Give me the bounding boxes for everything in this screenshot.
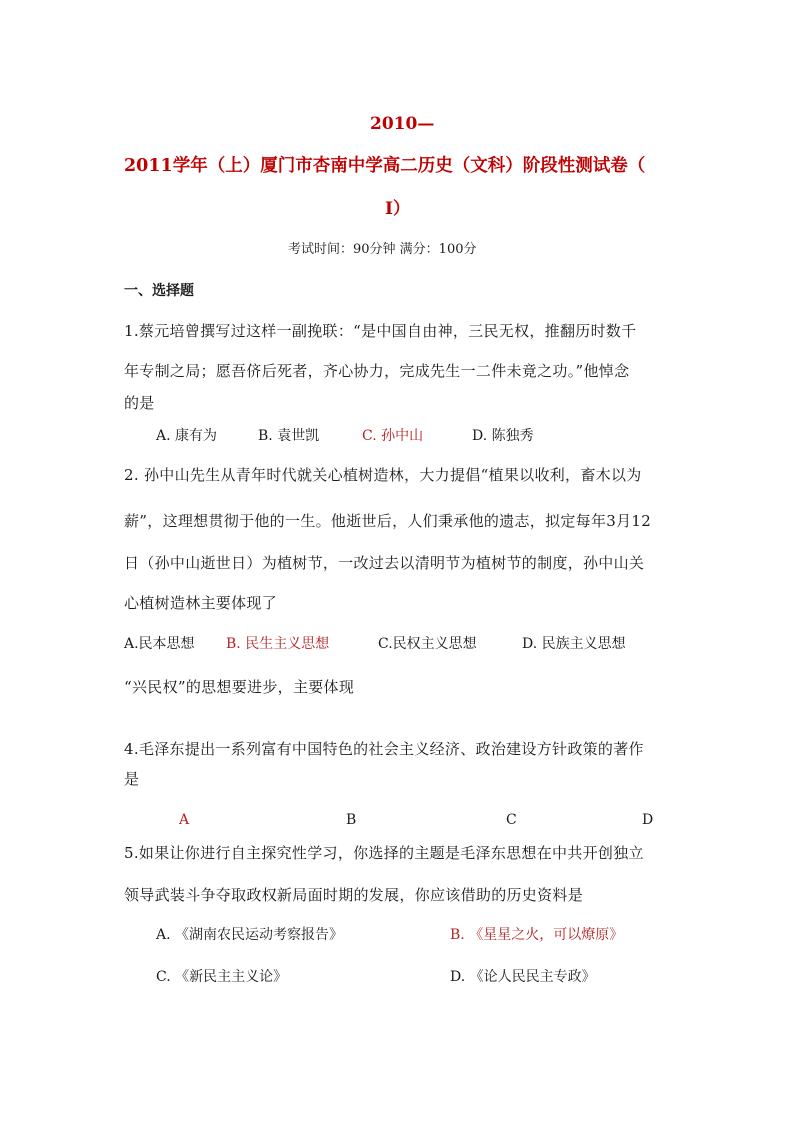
q2-option-a: A.民本思想 bbox=[124, 636, 195, 652]
q1-line-3: 的是 bbox=[124, 394, 155, 412]
q2-line-4: 心植树造林主要体现了 bbox=[124, 594, 278, 612]
title-line-3: I） bbox=[385, 199, 410, 219]
q2-line-1: 2. 孙中山先生从青年时代就关心植树造林，大力提倡“植果以收利，畜木以为 bbox=[124, 466, 642, 484]
q1-option-a: A. 康有为 bbox=[156, 428, 218, 444]
q1-line-2: 年专制之局；愿吾侪后死者，齐心协力，完成先生一二件未竟之功。”他悼念 bbox=[124, 362, 630, 380]
q5-option-a: A. 《湖南农民运动考察报告》 bbox=[156, 927, 344, 943]
section-heading: 一、选择题 bbox=[124, 283, 194, 299]
title-line-2: 2011学年（上）厦门市杏南中学高二历史（文科）阶段性测试卷（ bbox=[124, 156, 646, 176]
q1-option-c-answer: C. 孙中山 bbox=[362, 428, 424, 444]
q5-option-c: C. 《新民主主义论》 bbox=[156, 969, 288, 985]
exam-info: 考试时间：90分钟 满分：100分 bbox=[288, 242, 477, 257]
q1-option-d: D. 陈独秀 bbox=[472, 428, 534, 444]
q4-option-d: D bbox=[642, 812, 654, 828]
q4-line-2: 是 bbox=[124, 770, 140, 788]
q1-option-b: B. 袁世凯 bbox=[258, 428, 320, 444]
q4-option-b: B bbox=[346, 812, 357, 828]
q5-option-b-answer: B. 《星星之火，可以燎原》 bbox=[450, 927, 624, 943]
title-line-1: 2010— bbox=[370, 114, 435, 134]
q3-fragment: “兴民权”的思想要进步，主要体现 bbox=[124, 678, 355, 696]
q4-option-a-answer: A bbox=[179, 812, 190, 828]
q2-option-b-answer: B. 民生主义思想 bbox=[226, 636, 330, 652]
q5-line-1: 5.如果让你进行自主探究性学习，你选择的主题是毛泽东思想在中共开创独立 bbox=[124, 844, 644, 862]
q4-option-c: C bbox=[506, 812, 517, 828]
q5-line-2: 领导武装斗争夺取政权新局面时期的发展，你应该借助的历史资料是 bbox=[124, 886, 584, 904]
q2-option-c: C.民权主义思想 bbox=[378, 636, 477, 652]
q2-line-2: 薪”，这理想贯彻于他的一生。他逝世后，人们秉承他的遗志，拟定每年3月12 bbox=[124, 512, 652, 530]
q2-option-d: D. 民族主义思想 bbox=[522, 636, 626, 652]
q2-line-3: 日（孙中山逝世日）为植树节，一改过去以清明节为植树节的制度，孙中山关 bbox=[124, 554, 645, 572]
q4-line-1: 4.毛泽东提出一系列富有中国特色的社会主义经济、政治建设方针政策的著作 bbox=[124, 740, 644, 758]
q5-option-d: D. 《论人民民主专政》 bbox=[450, 969, 596, 985]
q1-line-1: 1.蔡元培曾撰写过这样一副挽联：“是中国自由神，三民无权，推翻历时数千 bbox=[124, 322, 637, 340]
